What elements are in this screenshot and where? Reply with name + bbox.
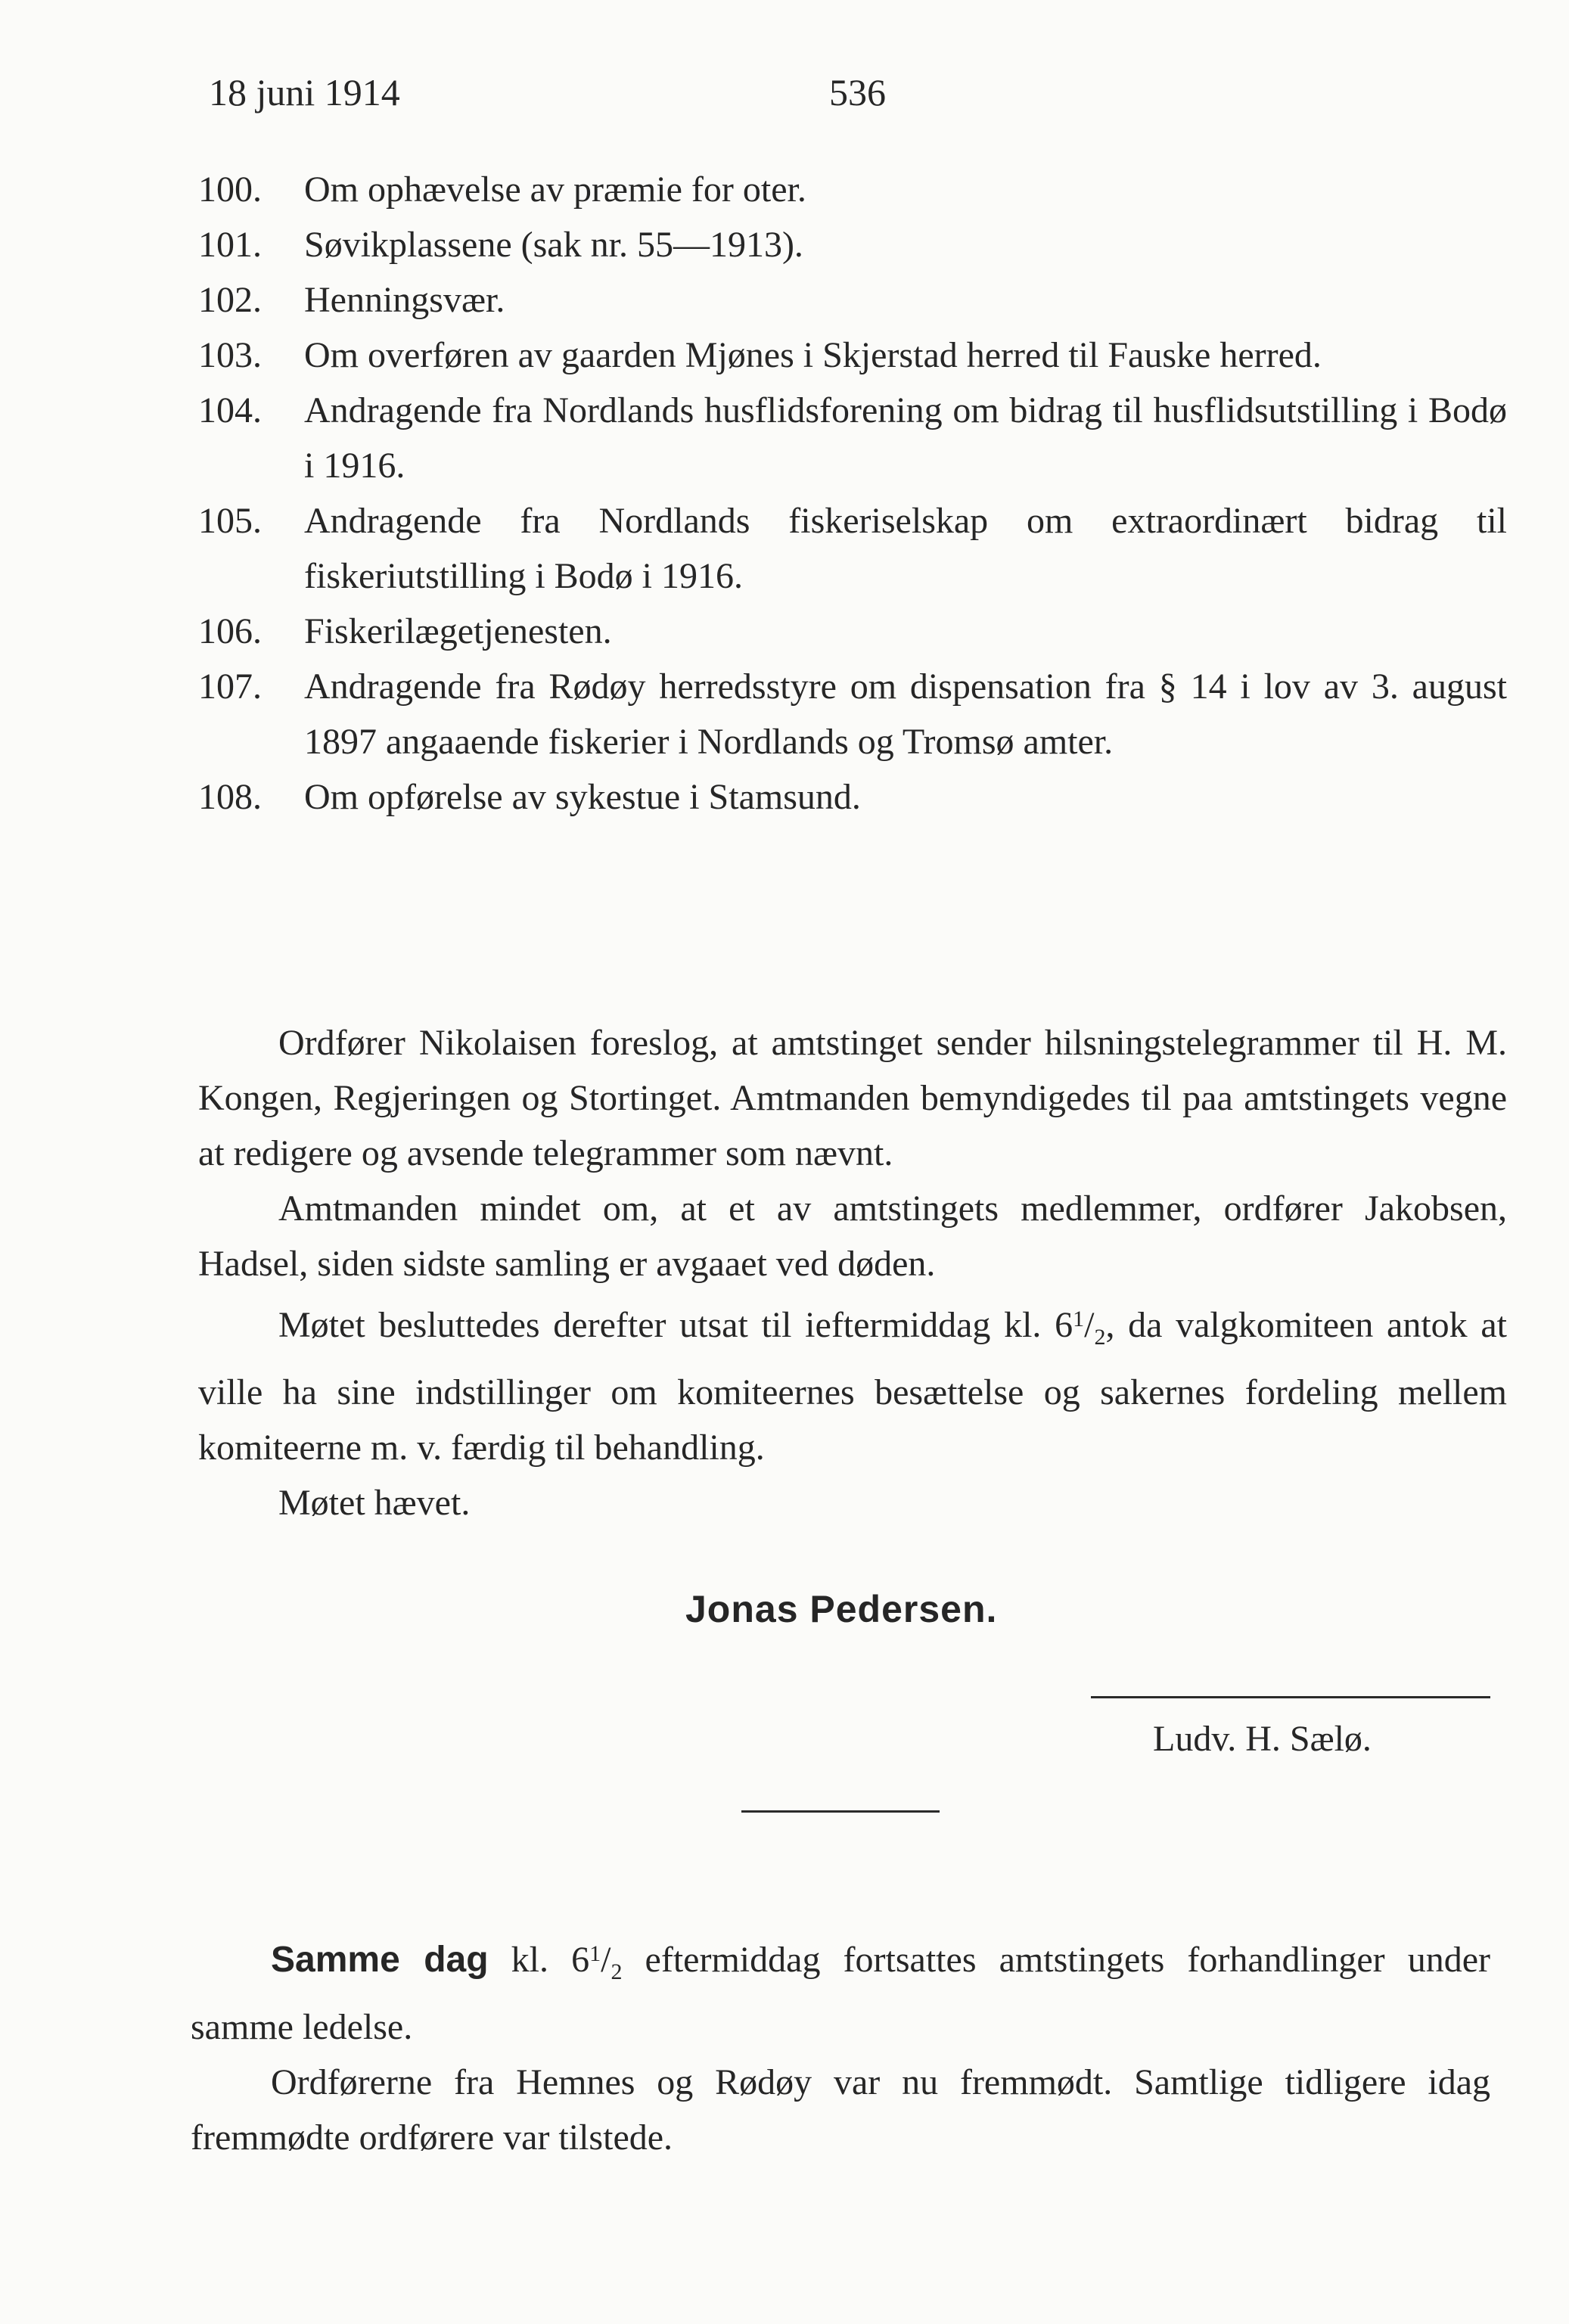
fraction-numerator: 1: [589, 1941, 601, 1966]
agenda-item-text: Om overføren av gaarden Mjønes i Skjerstad herred til Fauske herred.: [304, 335, 1322, 375]
agenda-item-text: Andragende fra Nordlands fiskeriselskap om extraordinært bidrag til fiskeriutstilling i Bodø i 1916.: [304, 501, 1507, 596]
agenda-item-text: Om ophævelse av præmie for oter.: [304, 169, 806, 210]
agenda-item: [198, 769, 1507, 825]
page-number: 536: [829, 71, 886, 113]
paragraph-text: , da valgkomiteen antok at ville ha sine indstillinger om komiteernes besættelse og sakernes fordeling mellem komiteerne m. v. færdig til behandling.: [198, 1305, 1508, 1468]
fraction-denominator: 2: [611, 1959, 623, 1984]
agenda-item-text: Om opførelse av sykestue i Stamsund.: [304, 777, 861, 817]
agenda-list: [198, 162, 1507, 825]
session-attendance: Ordførerne fra Hemnes og Rødøy var nu fremmødt. Samtlige tidligere idag fremmødte ordførere var tilstede.: [191, 2062, 1490, 2158]
agenda-item-number: 105.: [198, 501, 262, 541]
paragraph-closed: Møtet hævet.: [278, 1483, 471, 1523]
agenda-item-number: 108.: [198, 777, 262, 817]
fraction-denominator: 2: [1094, 1325, 1106, 1350]
agenda-item: [198, 272, 1507, 328]
agenda-item: [198, 659, 1507, 769]
agenda-item: [198, 162, 1507, 217]
agenda-item-number: 100.: [198, 169, 262, 210]
fraction: $^1/_2$: [589, 1940, 623, 1984]
paragraph-adjournment: [198, 1291, 1507, 1475]
agenda-item-number: 104.: [198, 390, 262, 430]
agenda-item-text: Henningsvær.: [304, 280, 505, 320]
agenda-item-number: 106.: [198, 611, 262, 651]
signature-rule: [1091, 1696, 1490, 1698]
agenda-item-text: Andragende fra Nordlands husflidsforening om bidrag til husflidsutstilling i Bodø i 1916.: [304, 390, 1507, 486]
section-divider: [741, 1810, 940, 1813]
agenda-item: [198, 493, 1507, 604]
signature-chair: Jonas Pedersen.: [685, 1588, 998, 1630]
session-lead: Samme dag: [271, 1940, 489, 1980]
paragraph-telegrams: Ordfører Nikolaisen foreslog, at amtstinget sender hilsningstelegrammer til H. M. Kongen, Regjeringen og Stortinget. Amtmanden bemyndigedes til paa amtstingets vegne at redigere og avsende telegrammer som nævnt.: [198, 1023, 1507, 1173]
agenda-item-text: Fiskerilægetjenesten.: [304, 611, 612, 651]
minutes-body: [198, 1015, 1507, 1530]
agenda-item-number: 102.: [198, 280, 262, 320]
paragraph-memorial: Amtmanden mindet om, at et av amtstingets medlemmer, ordfører Jakobsen, Hadsel, siden sidste samling er avgaaet ved døden.: [198, 1188, 1507, 1284]
session-paragraph: [191, 1926, 1490, 2055]
agenda-item-number: 107.: [198, 666, 262, 707]
paragraph-text: Møtet besluttedes derefter utsat til ieftermiddag kl. 6: [278, 1305, 1073, 1345]
signature-secretary: Ludv. H. Sælø.: [1153, 1719, 1372, 1759]
agenda-item-text: Andragende fra Rødøy herredsstyre om dispensation fra § 14 i lov av 3. august 1897 angaaende fiskerier i Nordlands og Tromsø amter.: [304, 666, 1507, 762]
agenda-item: [198, 328, 1507, 383]
agenda-item-number: 101.: [198, 225, 262, 265]
fraction: $^1/_2$: [1073, 1305, 1106, 1350]
agenda-item-text: Søvikplassene (sak nr. 55—1913).: [304, 225, 803, 265]
agenda-item: [198, 604, 1507, 659]
header-date: 18 juni 1914: [209, 71, 400, 113]
afternoon-session: [191, 1926, 1490, 2165]
agenda-item: [198, 383, 1507, 493]
agenda-item-number: 103.: [198, 335, 262, 375]
paragraph-text: kl. 6: [488, 1940, 590, 1980]
paragraph-text: eftermiddag fortsattes amtstingets forhandlinger under samme ledelse.: [191, 1940, 1490, 2047]
fraction-numerator: 1: [1073, 1306, 1085, 1331]
agenda-item: [198, 217, 1507, 272]
